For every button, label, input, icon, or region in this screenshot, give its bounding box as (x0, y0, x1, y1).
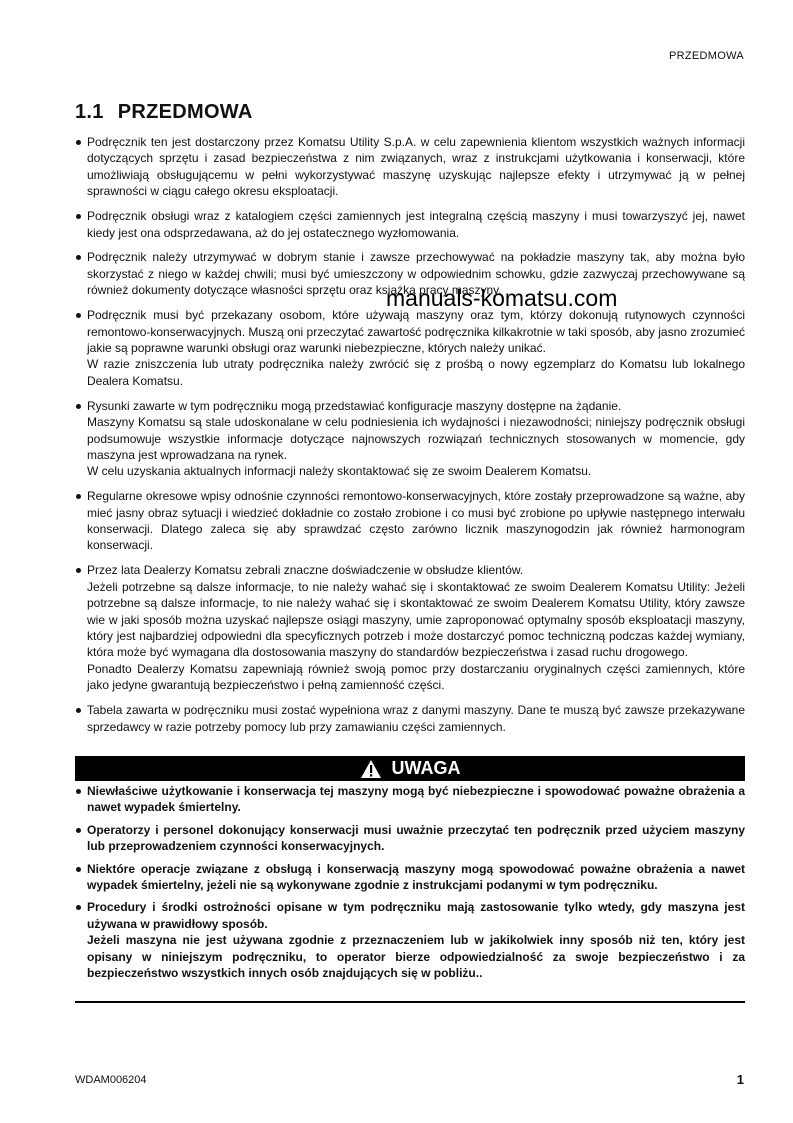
list-item (87, 861, 745, 894)
watermark: manuals-komatsu.com (386, 285, 618, 311)
section-number: 1.1 (75, 101, 104, 123)
paragraph: Podręcznik należy utrzymywać w dobrym stanie i zawsze przechowywać na pokładzie maszyny tak, aby można było skorzystać z niego w każdej chwili; musi być umieszczony w odpowiednim schowku, gdzie zazwyczaj przechowywane są również dokumenty dotyczące własności sprzętu oraz książka pracy maszyny. (87, 250, 745, 298)
paragraph: W razie zniszczenia lub utraty podręcznika należy zwrócić się z prośbą o nowy egzemplarz do Komatsu lub lokalnego Dealera Komatsu. (87, 357, 745, 388)
bullet-icon (76, 404, 81, 409)
warning-banner (75, 756, 745, 781)
warning-label: UWAGA (391, 758, 461, 778)
section-title: PRZEDMOWA (117, 101, 253, 123)
bullet-icon (76, 313, 81, 318)
paragraph: Podręcznik obsługi wraz z katalogiem części zamiennych jest integralną częścią maszyny i musi towarzyszyć jej, nawet kiedy jest ona odsprzedawana, aż do jej ostatecznego wyzłomowania. (87, 209, 745, 240)
list-item (87, 488, 745, 554)
paragraph: Przez lata Dealerzy Komatsu zebrali znaczne doświadczenie w obsłudze klientów. (87, 563, 524, 578)
bullet-icon (76, 255, 81, 260)
paragraph: Tabela zawarta w podręczniku musi zostać wypełniona wraz z danymi maszyny. Dane te muszą być zawsze przekazywane sprzedawcy w razie potrzeby pomocy lub przy zamawianiu części zamiennych. (87, 703, 745, 734)
bullet-icon (76, 789, 81, 794)
paragraph: Jeżeli maszyna nie jest używana zgodnie z przeznaczeniem lub w jakikolwiek inny sposób niż ten, który jest opisany w niniejszym podręczniku, to operator bierze odpowiedzialność za swoje bezpieczeństwo i za bezpieczeństwo wszystkich innych osób znajdujących się w pobliżu.. (87, 933, 745, 981)
paragraph: Niewłaściwe użytkowanie i konserwacja tej maszyny mogą być niebezpieczne i spowodować poważne obrażenia a nawet wypadek śmiertelny. (87, 784, 745, 815)
divider (75, 1001, 745, 1003)
paragraph: Niektóre operacje związane z obsługą i konserwacją maszyny mogą spowodować poważne obrażenia a nawet wypadek śmiertelny, jeżeli nie są wykonywane zgodnie z instrukcjami podanymi w tym podręczniku. (87, 861, 745, 893)
list-item (87, 208, 745, 241)
warning-triangle-icon (360, 759, 382, 779)
bullet-icon (76, 867, 81, 872)
list-item (87, 702, 745, 735)
paragraph: Regularne okresowe wpisy odnośnie czynności remontowo-konserwacyjnych, które zostały przeprowadzone są ważne, aby mieć jasny obraz sytuacji i wiedzieć dokładnie co zostało zrobione i co musi być zrobione po upływie następnego interwału konserwacji. Dlatego zaleca się aby sprawdzać często zarówno licznik maszynogodzin jak również harmonogram konserwacji. (87, 489, 745, 553)
list-item (87, 307, 745, 389)
bullet-icon (76, 494, 81, 499)
paragraph: Maszyny Komatsu są stale udoskonalane w celu podniesienia ich wydajności i niezawodności; niniejszy podręcznik obsługi podsumowuje wszystkie informacje dotyczące najnowszych rozwiązań technicznych stosowanych w momencie, gdy maszyna jest wprowadzana na rynek. (87, 415, 745, 462)
paragraph: Rysunki zawarte w tym podręczniku mogą przedstawiać konfiguracje maszyny dostępne na żądanie. (87, 398, 622, 413)
document-code: WDAM006204 (75, 1074, 147, 1086)
paragraph: Procedury i środki ostrożności opisane w tym podręczniku mają zastosowanie tylko wtedy, gdy maszyna jest używana w prawidłowy sposób. (87, 900, 745, 931)
paragraph: Operatorzy i personel dokonujący konserwacji musi uważnie przeczytać ten podręcznik przed użyciem maszyny lub przeprowadzeniem czynności konserwacyjnych. (87, 822, 745, 854)
paragraph: W celu uzyskania aktualnych informacji należy skontaktować się ze swoim Dealerem Komatsu. (87, 464, 592, 479)
page-title (75, 101, 267, 124)
bullet-icon (76, 214, 81, 219)
preface-list (87, 134, 745, 743)
paragraph: Podręcznik musi być przekazany osobom, które używają maszyny oraz tym, którzy dokonują rutynowych czynności remontowo-konserwacyjnych. Muszą oni przeczytać zawartość podręcznika kilkakrotnie w taki sposób, aby jasno zrozumieć jakie są poprawne warunki obsługi oraz warunki niebezpieczne, których należy unikać. (87, 308, 745, 355)
bullet-icon (76, 828, 81, 833)
bullet-icon (76, 708, 81, 713)
paragraph: Podręcznik ten jest dostarczony przez Komatsu Utility S.p.A. w celu zapewnienia klientom wszystkich ważnych informacji dotyczących sprzętu i zasad bezpieczeństwa z nim związanych, wraz z instrukcjami użytkowania i konserwacji, które umożliwiają obsługującemu w pełni wykorzystywać maszynę uzyskując najlepsze efekty i utrzymywać ją w pełnej sprawności w ciągu całego okresu eksploatacji. (87, 135, 745, 199)
warning-list (87, 783, 745, 987)
list-item (87, 899, 745, 981)
list-item (87, 398, 745, 480)
list-item (87, 562, 745, 693)
bullet-icon (76, 140, 81, 145)
paragraph: Ponadto Dealerzy Komatsu zapewniają również swoją pomoc przy dostarczaniu oryginalnych części zamiennych, które jako jedyne gwarantują bezpieczeństwo i pełną zamienność części. (87, 661, 745, 693)
running-header: PRZEDMOWA (668, 50, 744, 62)
bullet-icon (76, 905, 81, 910)
paragraph: Jeżeli potrzebne są dalsze informacje, to nie należy wahać się i skontaktować ze swoim Dealerem Komatsu Utility: Jeżeli potrzebne są dalsze informacje, to nie należy wahać się i skontaktować ze swoim Dealerem Komatsu Utility, który zawsze wie w jaki sposób można uzyskać najlepsze osiągi maszyny, umie zaproponować optymalny sposób eksploatacji maszyny, który jest najbardziej odpowiedni dla specyficznych potrzeb i może dostarczyć pomoc techniczną podczas każdej wymiany, która może być wymagana dla dostosowania maszyny do standardów bezpieczeństwa i zasad ruchu drogowego. (87, 579, 745, 660)
list-item (87, 822, 745, 855)
list-item (87, 134, 745, 200)
bullet-icon (76, 568, 81, 573)
list-item (87, 783, 745, 816)
page-number: 1 (736, 1072, 744, 1087)
